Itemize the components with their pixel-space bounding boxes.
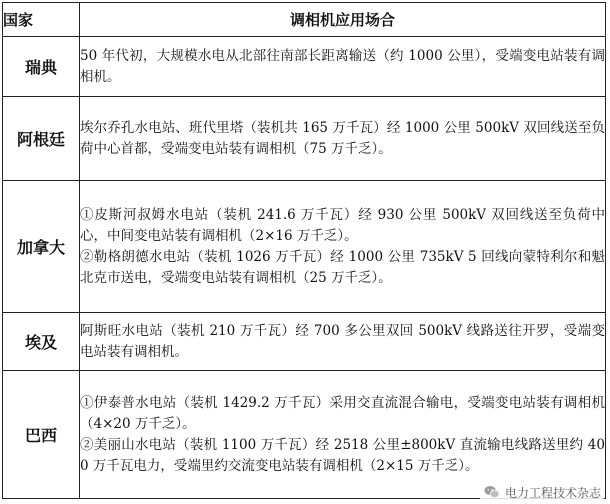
source-watermark [480, 482, 604, 502]
description-paragraph: ①伊泰普水电站（装机 1429.2 万千瓦）采用交直流混合输电，受端变电站装有调相机（4×20 万千乏）。 [80, 394, 605, 432]
table-row [3, 97, 606, 181]
application-table [2, 2, 606, 499]
description-cell [80, 181, 606, 313]
country-cell: 阿根廷 [3, 97, 80, 181]
description-cell [80, 37, 606, 97]
table-row [3, 313, 606, 371]
description-paragraph: 阿斯旺水电站（装机 210 万千瓦）经 700 多公里双回 500kV 线路送往开罗，受端变电站装有调相机。 [80, 322, 605, 360]
table-row [3, 37, 606, 97]
description-paragraph: ②勒格朗德水电站（装机 1026 万千瓦）经 1000 公里 735kV 5 回线向蒙特利尔和魁北克市送电，受端变电站装有调相机（25 万千乏）。 [80, 248, 605, 286]
country-cell: 埃及 [3, 313, 80, 371]
wechat-icon [483, 483, 501, 501]
description-cell [80, 313, 606, 371]
description-paragraph: ②美丽山水电站（装机 1100 万千瓦）经 2518 公里±800kV 直流输电线路送里约 400 万千瓦电力，受端里约交流变电站装有调相机（2×15 万千乏）。 [80, 436, 605, 474]
description-cell [80, 371, 606, 499]
watermark-text: 电力工程技术杂志 [504, 485, 601, 500]
country-cell: 巴西 [3, 371, 80, 499]
description-cell [80, 97, 606, 181]
header-occasion: 调相机应用场合 [80, 3, 606, 37]
description-paragraph: ①皮斯河叔姆水电站（装机 241.6 万千瓦）经 930 公里 500kV 双回线送至负荷中心，中间变电站装有调相机（2×16 万千乏）。 [80, 206, 605, 244]
header-country: 国家 [3, 3, 80, 37]
country-cell: 加拿大 [3, 181, 80, 313]
table-row [3, 371, 606, 499]
table-row [3, 181, 606, 313]
country-cell: 瑞典 [3, 37, 80, 97]
description-paragraph: 50 年代初，大规模水电从北部往南部长距离输送（约 1000 公里），受端变电站装有调相机。 [80, 47, 605, 85]
description-paragraph: 埃尔乔孔水电站、班代里塔（装机共 165 万千瓦）经 1000 公里 500kV 双回线送至负荷中心首都，受端变电站装有调相机（75 万千乏）。 [80, 119, 605, 157]
header-row [3, 3, 606, 37]
